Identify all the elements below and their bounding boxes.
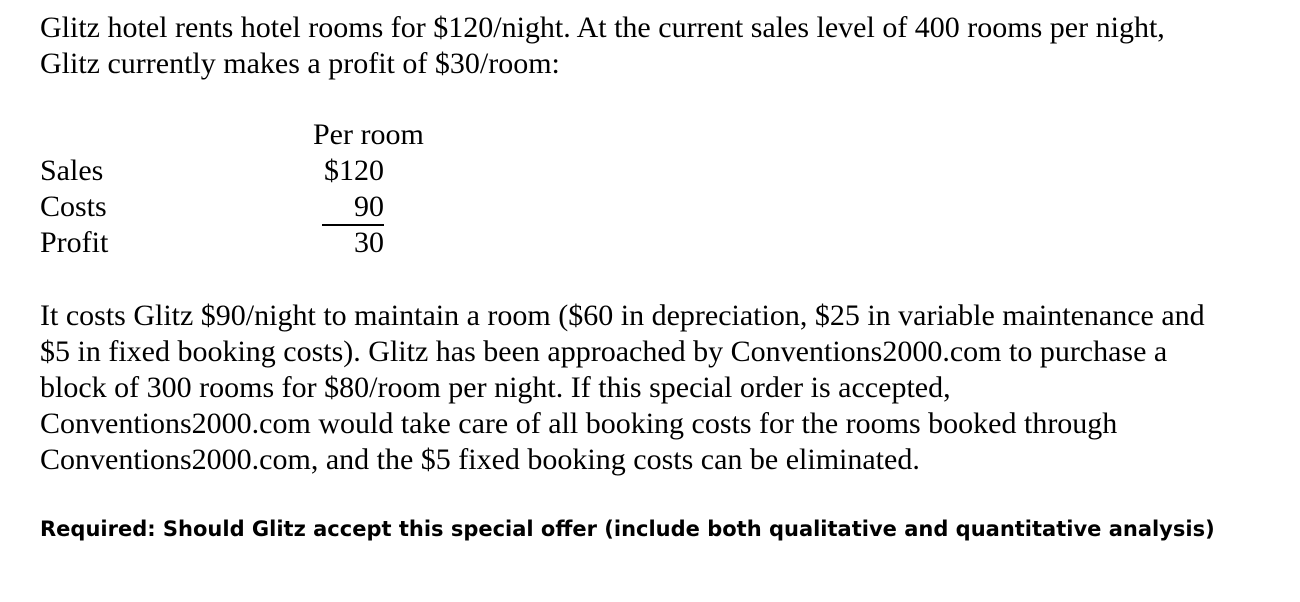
details-line-3: block of 300 rooms for $80/room per night. If this special order is accepted, bbox=[40, 371, 951, 404]
details-line-1: It costs Glitz $90/night to maintain a room ($60 in depreciation, $25 in variable maintenance and bbox=[40, 299, 1205, 332]
row-label-sales: Sales bbox=[40, 154, 104, 187]
table-column-header: Per room bbox=[313, 118, 424, 151]
details-line-2: $5 in fixed booking costs). Glitz has been approached by Conventions2000.com to purchase a bbox=[40, 335, 1168, 368]
intro-line-1: Glitz hotel rents hotel rooms for $120/night. At the current sales level of 400 rooms per night, bbox=[40, 11, 1165, 44]
row-value-sales: $120 bbox=[324, 154, 384, 187]
details-line-5: Conventions2000.com, and the $5 fixed booking costs can be eliminated. bbox=[40, 443, 920, 476]
intro-paragraph bbox=[40, 10, 1280, 82]
row-label-costs: Costs bbox=[40, 190, 107, 223]
details-line-4: Conventions2000.com would take care of all booking costs for the rooms booked through bbox=[40, 407, 1118, 440]
details-paragraph bbox=[40, 298, 1280, 478]
row-value-costs: 90 bbox=[354, 190, 384, 223]
intro-line-2: Glitz currently makes a profit of $30/room: bbox=[40, 47, 560, 80]
required-question: Required: Should Glitz accept this special offer (include both qualitative and quantitative analysis) bbox=[40, 517, 1215, 541]
row-value-profit: 30 bbox=[354, 226, 384, 259]
per-room-table bbox=[40, 117, 460, 267]
row-label-profit: Profit bbox=[40, 226, 109, 259]
